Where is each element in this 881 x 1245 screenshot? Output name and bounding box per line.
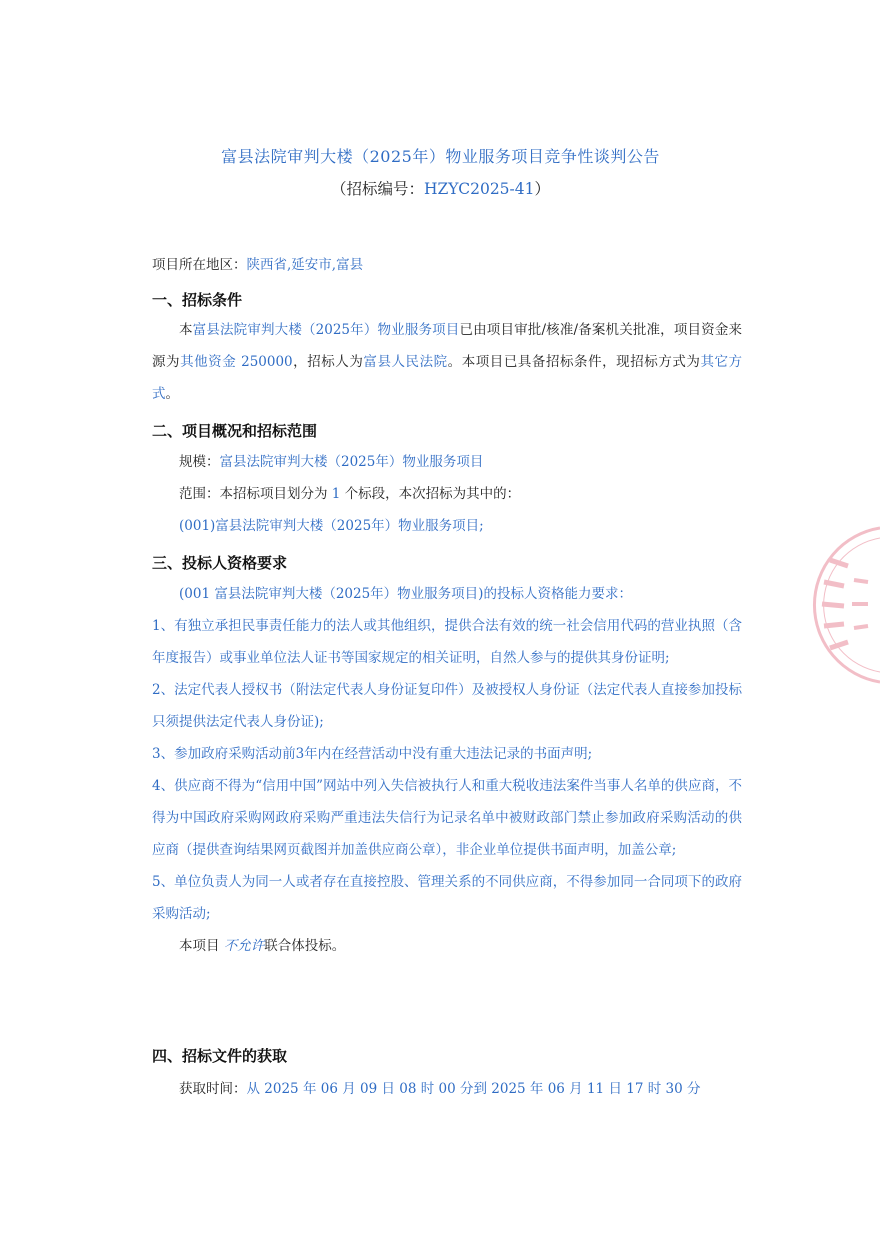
seal-stamp bbox=[770, 520, 880, 690]
section-2-body bbox=[152, 446, 742, 542]
text-run: 个标段，本次招标为其中的： bbox=[344, 486, 521, 502]
text-run: 范围：本招标项目划分为 bbox=[179, 486, 328, 502]
range-line bbox=[152, 478, 742, 510]
tender-number-code: HZYC2025-41 bbox=[423, 180, 535, 198]
section-4-body bbox=[152, 1073, 742, 1105]
qualification-item: 4、供应商不得为“信用中国”网站中列入失信被执行人和重大税收违法案件当事人名单的供应商，不得为中国政府采购网政府采购严重违法失信行为记录名单中被财政部门禁止参加政府采购活动的供应商（提供查询结果网页截图并加盖供应商公章），非企业单位提供书面声明，加盖公章; bbox=[152, 778, 742, 858]
tender-number-prefix: （招标编号： bbox=[330, 180, 424, 198]
section-2-heading: 二、项目概况和招标范围 bbox=[152, 422, 318, 440]
tender-number-suffix: ） bbox=[534, 180, 551, 198]
text-run: 。 bbox=[165, 386, 179, 402]
lot-line: (001)富县法院审判大楼（2025年）物业服务项目; bbox=[179, 518, 484, 534]
qualification-item: 2、法定代表人授权书（附法定代表人身份证复印件）及被授权人身份证（法定代表人直接参加投标只须提供法定代表人身份证); bbox=[152, 682, 742, 730]
lot-count: 1 bbox=[331, 486, 341, 502]
project-region bbox=[152, 249, 742, 281]
scale-label: 规模： bbox=[179, 454, 220, 470]
scale-line bbox=[152, 446, 742, 478]
section-3-heading: 三、投标人资格要求 bbox=[152, 554, 288, 572]
text-run: 已由项目审批/核准/备案机关批准，项目资金来源为 bbox=[152, 322, 742, 370]
tender-conditions-paragraph bbox=[152, 314, 742, 410]
tenderer-name: 富县人民法院 bbox=[363, 354, 448, 370]
text-run: 联合体投标。 bbox=[264, 938, 346, 954]
text-run: ，招标人为 bbox=[292, 354, 364, 370]
time-label: 获取时间： bbox=[179, 1081, 247, 1097]
text-run: 。本项目已具备招标条件，现招标方式为 bbox=[447, 354, 701, 370]
qualification-item: 5、单位负责人为同一人或者存在直接控股、管理关系的不同供应商，不得参加同一合同项下的政府采购活动; bbox=[152, 874, 742, 922]
section-3-body bbox=[152, 578, 742, 962]
text-run: 本 bbox=[179, 322, 193, 338]
qualification-intro: (001 富县法院审判大楼（2025年）物业服务项目)的投标人资格能力要求： bbox=[179, 586, 632, 602]
qualification-item: 1、有独立承担民事责任能力的法人或其他组织，提供合法有效的统一社会信用代码的营业执照（含年度报告）或事业单位法人证书等国家规定的相关证明，自然人参与的提供其身份证明; bbox=[152, 618, 742, 666]
section-1-heading: 一、招标条件 bbox=[152, 291, 243, 309]
region-label: 项目所在地区： bbox=[152, 257, 247, 273]
acquisition-time-line bbox=[152, 1073, 742, 1105]
scale-value: 富县法院审判大楼（2025年）物业服务项目 bbox=[219, 454, 484, 470]
section-1-body bbox=[152, 314, 742, 410]
tender-method: 其它方式 bbox=[152, 354, 743, 402]
project-name: 富县法院审判大楼（2025年）物业服务项目 bbox=[192, 322, 460, 338]
document-title: 富县法院审判大楼（2025年）物业服务项目竞争性谈判公告 bbox=[221, 147, 660, 166]
text-run: 本项目 bbox=[179, 938, 220, 954]
time-value: 从 2025 年 06 月 09 日 08 时 00 分到 2025 年 06 月 11 日 17 时 30 分 bbox=[246, 1081, 701, 1097]
joint-bid-line bbox=[152, 930, 742, 962]
section-4-heading: 四、招标文件的获取 bbox=[152, 1047, 288, 1065]
joint-bid-value: 不允许 bbox=[223, 938, 265, 954]
region-value: 陕西省,延安市,富县 bbox=[246, 257, 364, 273]
fund-source: 其他资金 250000 bbox=[180, 354, 293, 370]
qualification-item: 3、参加政府采购活动前3年内在经营活动中没有重大违法记录的书面声明; bbox=[152, 746, 593, 762]
tender-number bbox=[0, 177, 881, 199]
